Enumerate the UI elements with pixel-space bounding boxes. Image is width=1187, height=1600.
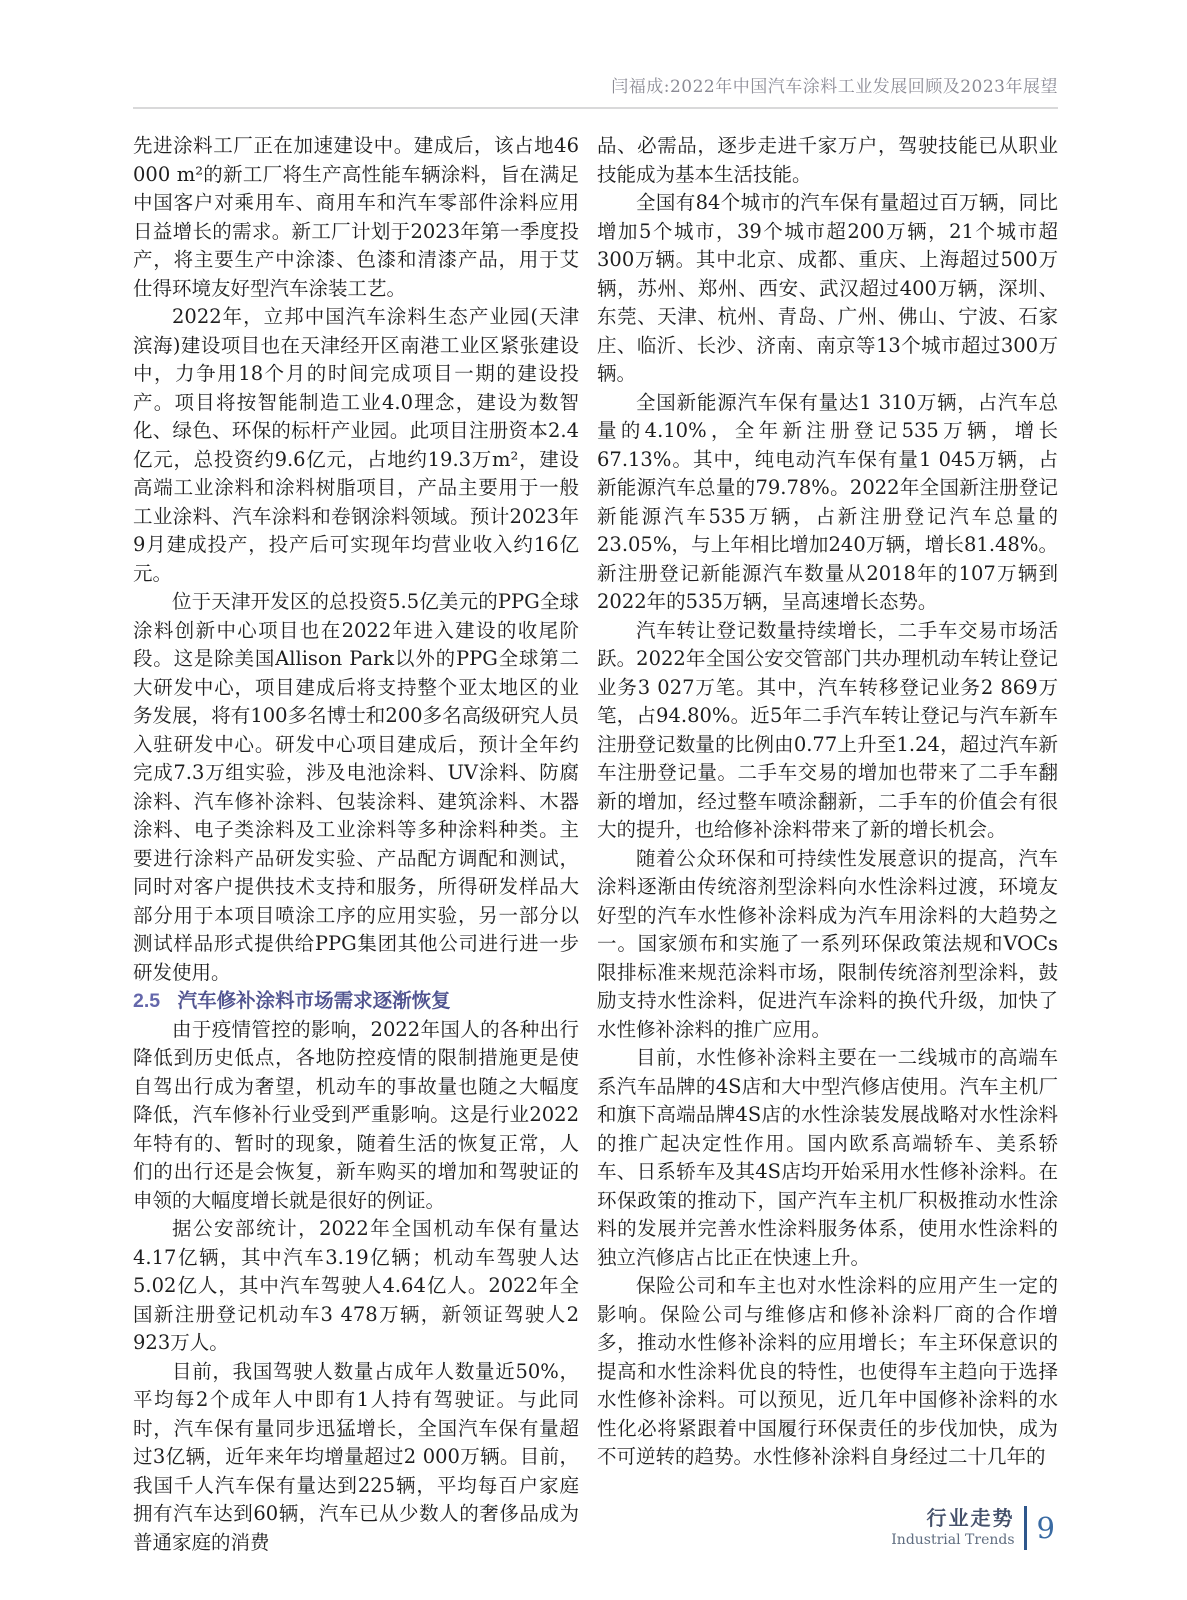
body-paragraph: 汽车转让登记数量持续增长，二手车交易市场活跃。2022年全国公安交管部门共办理机动车转让登记业务3 027万笔。其中，汽车转移登记业务2 869万笔，占94.80%。近5年二手汽车转让登记与汽车新车注册登记数量的比例由0.77上升至1.24，超过汽车新车注册登记量。二手车交易的增加也带来了二手车翻新的增加，经过整车喷涂翻新，二手车的价值会有很大的提升，也给修补涂料带来了新的增长机会。 (597, 618, 1058, 841)
body-paragraph: 目前，水性修补涂料主要在一二线城市的高端车系汽车品牌的4S店和大中型汽修店使用。汽车主机厂和旗下高端品牌4S店的水性涂装发展战略对水性涂料的推广起决定性作用。国内欧系高端轿车、美系轿车、日系轿车及其4S店均开始采用水性修补涂料。在环保政策的推动下，国产汽车主机厂积极推动水性涂料的发展并完善水性涂料服务体系，使用水性涂料的独立汽修店占比正在快速上升。 (597, 1046, 1058, 1269)
section-title: 汽车修补涂料市场需求逐渐恢复 (177, 990, 451, 1012)
header-rule (133, 107, 1058, 109)
body-paragraph: 先进涂料工厂正在加速建设中。建成后，该占地46 000 m²的新工厂将生产高性能车辆涂料，旨在满足中国客户对乘用车、商用车和汽车零部件涂料应用日益增长的需求。新工厂计划于2023年第一季度投产，将主要生产中涂漆、色漆和清漆产品，用于艾仕得环境友好型汽车涂装工艺。 (133, 134, 579, 300)
body-paragraph: 保险公司和车主也对水性涂料的应用产生一定的影响。保险公司与维修店和修补涂料厂商的合作增多，推动水性修补涂料的应用增长；车主环保意识的提高和水性涂料优良的特性，也使得车主趋向于选择水性修补涂料。可以预见，近几年中国修补涂料的水性化必将紧跟着中国履行环保责任的步伐加快，成为不可逆转的趋势。水性修补涂料自身经过二十几年的 (597, 1274, 1058, 1468)
body-paragraph: 随着公众环保和可持续性发展意识的提高，汽车涂料逐渐由传统溶剂型涂料向水性涂料过渡，环境友好型的汽车水性修补涂料成为汽车用涂料的大趋势之一。国家颁布和实施了一系列环保政策法规和VOCs限排标准来规范涂料市场，限制传统溶剂型涂料，鼓励支持水性涂料，促进汽车涂料的换代升级，加快了水性修补涂料的推广应用。 (597, 846, 1058, 1041)
left-column (133, 132, 579, 1557)
footer-section-en: Industrial Trends (891, 1532, 1015, 1548)
body-paragraph: 全国有84个城市的汽车保有量超过百万辆，同比增加5个城市，39个城市超200万辆，21个城市超300万辆。其中北京、成都、重庆、上海超过500万辆，苏州、郑州、西安、武汉超过400万辆，深圳、东莞、天津、杭州、青岛、广州、佛山、宁波、石家庄、临沂、长沙、济南、南京等13个城市超过300万辆。 (597, 191, 1058, 385)
body-paragraph: 2022年，立邦中国汽车涂料生态产业园(天津滨海)建设项目也在天津经开区南港工业区紧张建设中，力争用18个月的时间完成项目一期的建设投产。项目将按智能制造工业4.0理念，建设为数智化、绿色、环保的标杆产业园。此项目注册资本2.4亿元，总投资约9.6亿元，占地约19.3万m²，建设高端工业涂料和涂料树脂项目，产品主要用于一般工业涂料、汽车涂料和卷钢涂料领域。预计2023年9月建成投产，投产后可实现年均营业收入约16亿元。 (133, 305, 579, 585)
body-paragraph: 品、必需品，逐步走进千家万户，驾驶技能已从职业技能成为基本生活技能。 (597, 134, 1058, 186)
footer-divider-bar (1024, 1506, 1027, 1550)
page-number: 9 (1036, 1511, 1055, 1545)
running-head: 闫福成:2022年中国汽车涂料工业发展回顾及2023年展望 (611, 77, 1058, 97)
section-heading (133, 987, 579, 1016)
body-paragraph: 由于疫情管控的影响，2022年国人的各种出行降低到历史低点，各地防控疫情的限制措施更是使自驾出行成为奢望，机动车的事故量也随之大幅度降低，汽车修补行业受到严重影响。这是行业2022年特有的、暂时的现象，随着生活的恢复正常，人们的出行还是会恢复，新车购买的增加和驾驶证的申领的大幅度增长就是很好的例证。 (133, 1017, 579, 1212)
body-paragraph: 位于天津开发区的总投资5.5亿美元的PPG全球涂料创新中心项目也在2022年进入建设的收尾阶段。这是除美国Allison Park以外的PPG全球第二大研发中心，项目建成后将支持整个亚太地区的业务发展，将有100多名博士和200多名高级研究人员入驻研发中心。研发中心项目建成后，预计全年约完成7.3万组实验，涉及电池涂料、UV涂料、防腐涂料、汽车修补涂料、包装涂料、建筑涂料、木器涂料、电子类涂料及工业涂料等多种涂料种类。主要进行涂料产品研发实验、产品配方调配和测试，同时对客户提供技术支持和服务，所得研发样品大部分用于本项目喷涂工序的应用实验，另一部分以测试样品形式提供给PPG集团其他公司进行进一步研发使用。 (133, 590, 579, 984)
two-column-layout (133, 132, 1058, 1557)
footer-section-cn: 行业走势 (926, 1508, 1015, 1530)
right-column (597, 132, 1058, 1557)
page-content (133, 76, 1058, 1557)
page-footer (891, 1506, 1055, 1550)
body-paragraph: 目前，我国驾驶人数量占成年人数量近50%，平均每2个成年人中即有1人持有驾驶证。与此同时，汽车保有量同步迅猛增长，全国汽车保有量超过3亿辆，近年来年均增量超过2 000万辆。目前，我国千人汽车保有量达到225辆，平均每百户家庭拥有汽车达到60辆，汽车已从少数人的奢侈品成为普通家庭的消费 (133, 1359, 579, 1554)
section-number: 2.5 (133, 990, 161, 1012)
body-paragraph: 全国新能源汽车保有量达1 310万辆，占汽车总量的4.10%，全年新注册登记535万辆，增长67.13%。其中，纯电动汽车保有量1 045万辆，占新能源汽车总量的79.78%。2022年全国新注册登记新能源汽车535万辆，占新注册登记汽车总量的23.05%，与上年相比增加240万辆，增长81.48%。新注册登记新能源汽车数量从2018年的107万辆到2022年的535万辆，呈高速增长态势。 (597, 390, 1058, 613)
body-paragraph: 据公安部统计，2022年全国机动车保有量达4.17亿辆，其中汽车3.19亿辆；机动车驾驶人达5.02亿人，其中汽车驾驶人4.64亿人。2022年全国新注册登记机动车3 478万辆，新领证驾驶人2 923万人。 (133, 1217, 579, 1354)
footer-section-label (891, 1507, 1014, 1549)
